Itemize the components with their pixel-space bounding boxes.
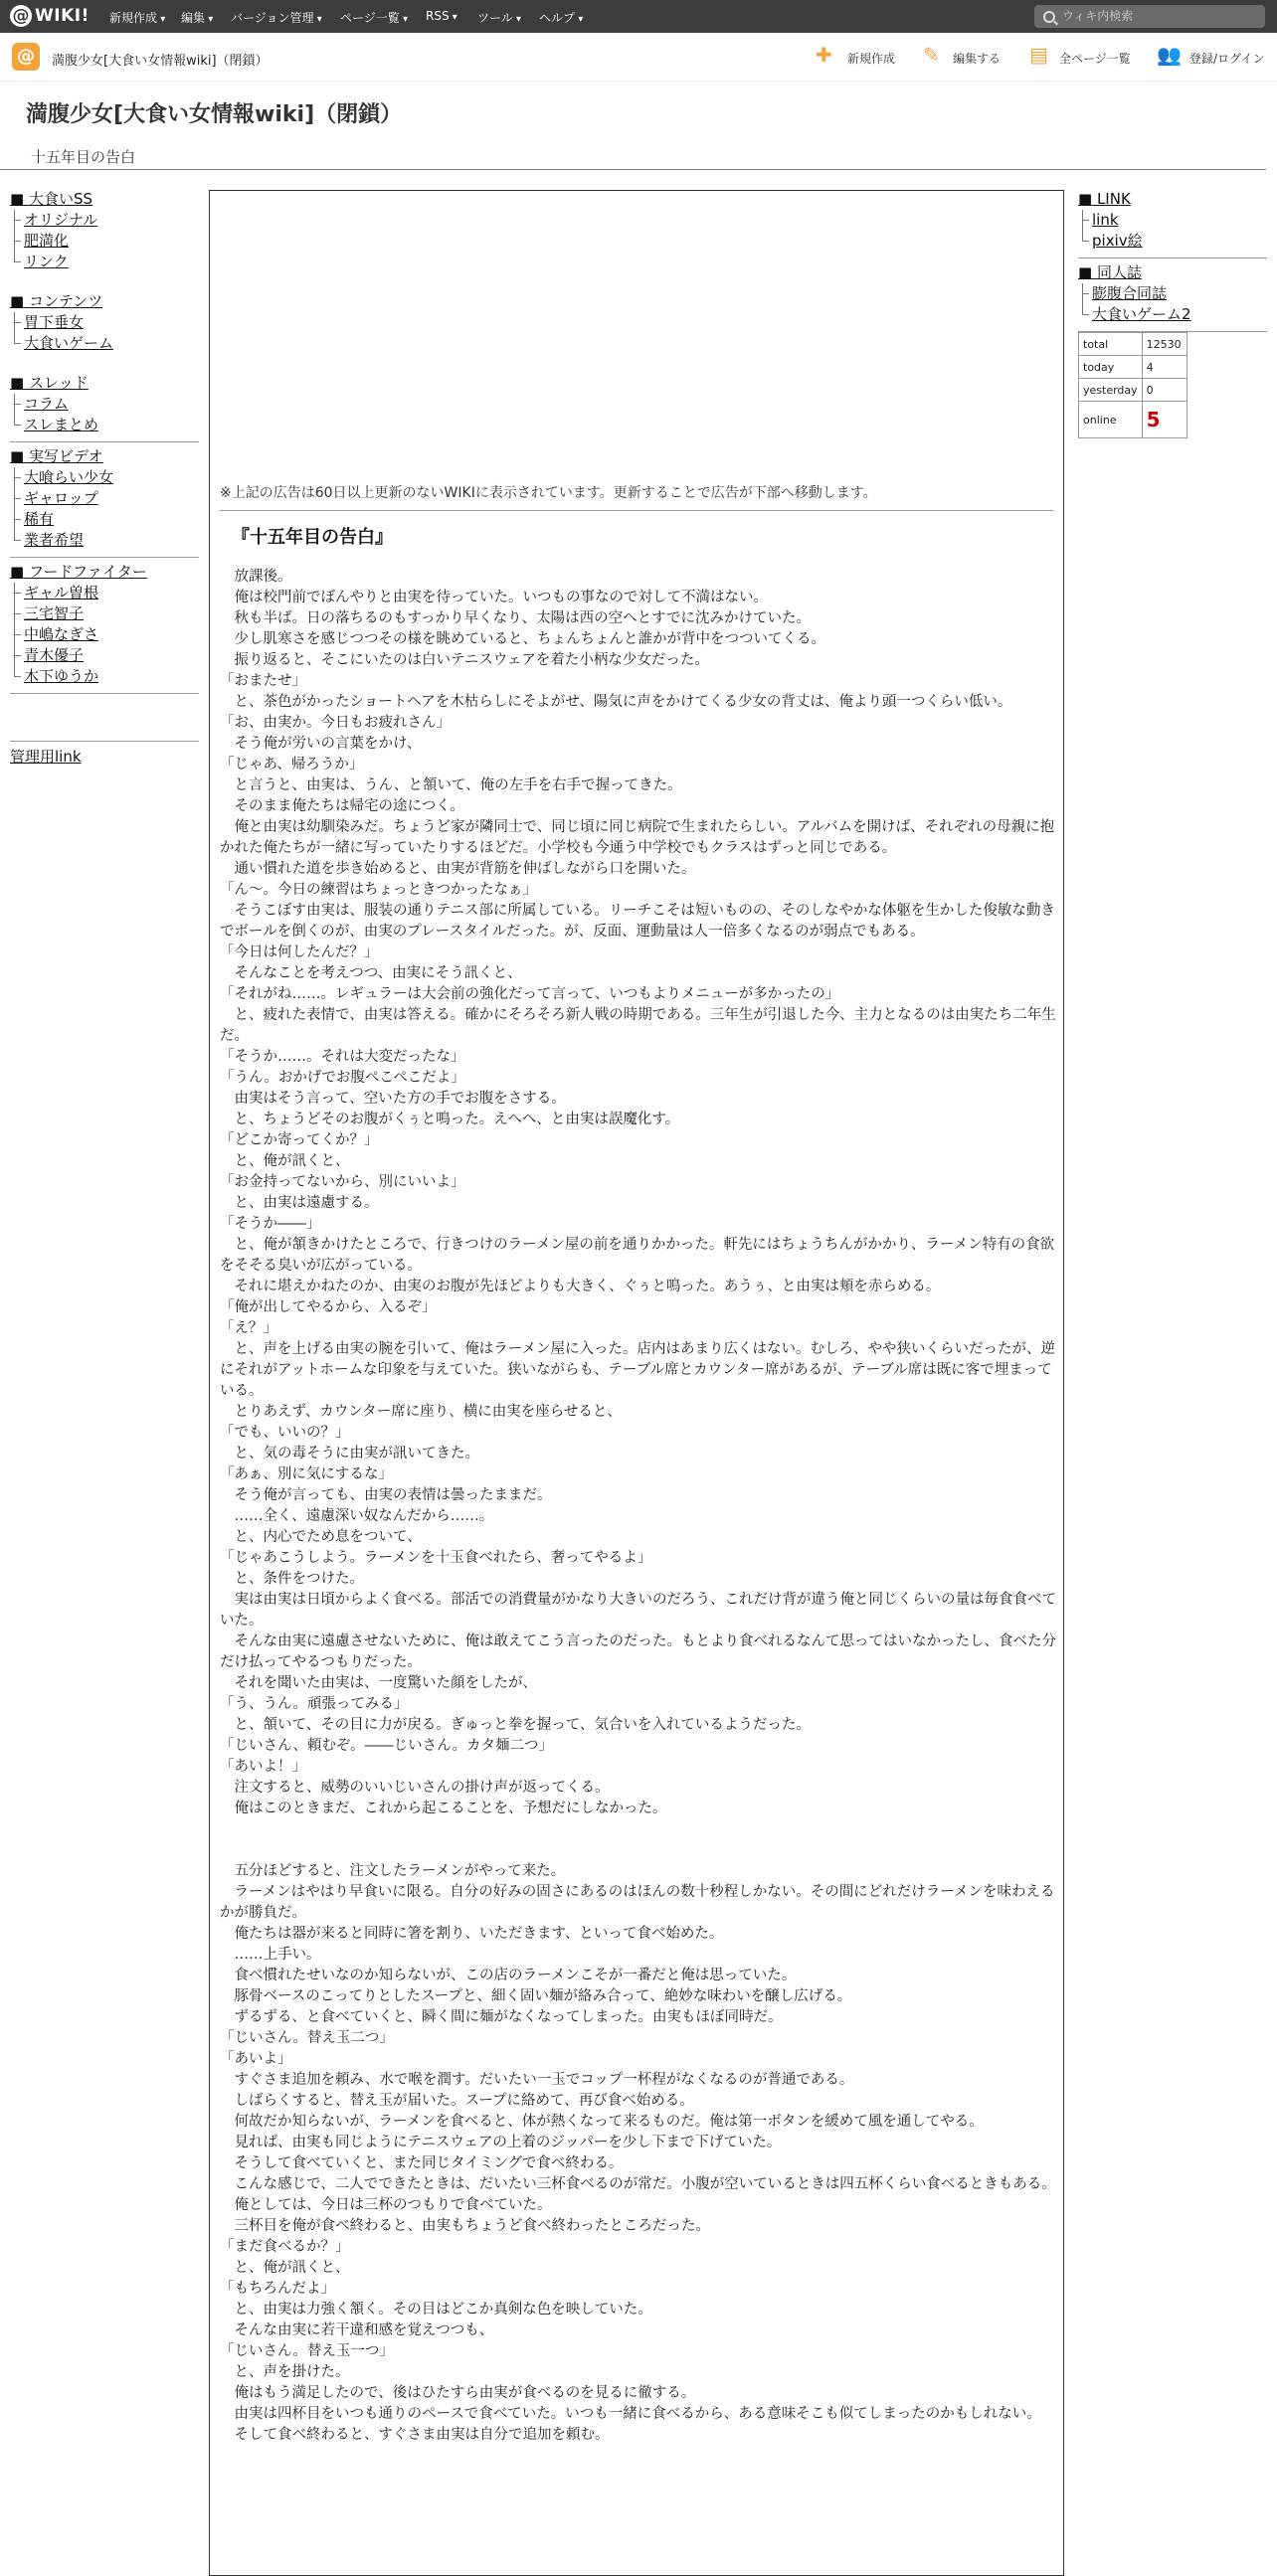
story-paragraph: 「あぁ、別に気にするな」 <box>220 1466 393 1482</box>
story-paragraph: 「あいよ」 <box>220 2051 292 2067</box>
menu-rss[interactable]: RSS ▾ <box>426 9 457 23</box>
menu-edit[interactable]: 編集 ▾ <box>181 9 213 26</box>
left-sidebar <box>10 189 199 694</box>
story-paragraph: そのまま俺たちは帰宅の途につく。 <box>220 798 464 814</box>
nav-heading[interactable]: ■ スレッド <box>10 374 89 392</box>
story-paragraph: 「でも、いいの？」 <box>220 1425 350 1441</box>
story-paragraph: 「俺が出してやるから、入るぞ」 <box>220 1299 437 1315</box>
wiki-logo[interactable] <box>10 4 90 28</box>
menu-help[interactable]: ヘルプ ▾ <box>539 9 583 26</box>
story-paragraph: 俺と由実は幼馴染みだ。ちょうど家が隣同士で、同じ頃に同じ病院で生まれたらしい。アルバムを開けば、それぞれの母親に抱かれた俺たちが一緒に写っていたりするほどだ。小学校も今通う中学校でもクラスはずっと同じである。 <box>220 819 1055 856</box>
logo-text: WIKI! <box>35 6 90 26</box>
counter-label: total <box>1079 333 1143 356</box>
counter-row <box>1079 379 1187 402</box>
story-paragraph: と、頷いて、その目に力が戻る。ぎゅっと拳を握って、気合いを入れているようだった。 <box>220 1717 811 1733</box>
nav-item-ff-4[interactable]: 青木優子 <box>10 645 199 666</box>
story-paragraph: とりあえず、カウンター席に座り、横に由実を座らせると、 <box>220 1404 622 1420</box>
story-paragraph: 「今日は何したんだ？」 <box>220 945 379 960</box>
story-paragraph: そんなことを考えつつ、由実にそう訊くと、 <box>220 965 522 981</box>
story-paragraph: 放課後。 <box>220 569 292 585</box>
nav-section-doujin <box>1078 262 1267 325</box>
story-paragraph: と、声を上げる由実の腕を引いて、俺はラーメン屋に入った。店内はあまり広くはない。むしろ、やや狭いくらいだったが、逆にそれがアットホームな印象を与えていた。狭いながらも、テーブル席とカウンター席があるが、テーブル席は既に客で埋まっている。 <box>220 1341 1055 1399</box>
nav-item-ikasui[interactable]: 胃下垂女 <box>10 312 199 333</box>
story-paragraph: 「お、由実か。今日もお疲れさん」 <box>220 715 451 731</box>
nav-item-ff-3[interactable]: 中嶋なぎさ <box>10 624 199 645</box>
story-paragraph: 食べ慣れたせいなのか知らないが、この店のラーメンこそが一番だと俺は思っていた。 <box>220 1968 797 1983</box>
nav-item-threads[interactable]: スレまとめ <box>10 415 199 435</box>
nav-heading[interactable]: ■ 大食いSS <box>10 190 92 208</box>
story-paragraph: と、由実は力強く頷く。その目はどこか真剣な色を映していた。 <box>220 2302 652 2318</box>
story-paragraph: と、気の毒そうに由実が訊いてきた。 <box>220 1446 479 1461</box>
nav-item-video-2[interactable]: ギャロップ <box>10 488 199 509</box>
story-paragraph: 俺たちは器が来ると同時に箸を割り、いただきます、といって食べ始めた。 <box>220 1926 724 1942</box>
story-paragraph: 実は由実は日頃からよく食べる。部活での消費量がかなり大きいのだろう、これだけ背が違う俺と同じくらいの量は毎食食べていた。 <box>220 1592 1056 1629</box>
story-paragraph: 「あいよ！」 <box>220 1759 306 1775</box>
story-paragraph: 何故だか知らないが、ラーメンを食べると、体が熱くなって来るものだ。俺は第一ボタンを緩めて風を通してやる。 <box>220 2114 984 2130</box>
story-paragraph: こんな感じで、二人でできたときは、だいたい三杯食べるのが常だ。小腹が空いているときは四五杯くらい食べるときもある。 <box>220 2176 1056 2192</box>
main-content <box>209 190 1064 2576</box>
counter-label: today <box>1079 356 1143 379</box>
story-paragraph: そう俺が労いの言葉をかけ、 <box>220 736 422 752</box>
nav-item-video-3[interactable]: 稀有 <box>10 509 199 530</box>
story-paragraph: 見れば、由実も同じようにテニスウェアの上着のジッパーを少し下まで下げていた。 <box>220 2135 782 2150</box>
story-paragraph: 「そうか……。それは大変だったな」 <box>220 1049 465 1065</box>
story-paragraph: 「じゃあ、帰ろうか」 <box>220 757 364 773</box>
story-paragraph: そして食べ終わると、すぐさま由実は自分で追加を頼む。 <box>220 2427 610 2443</box>
new-page-button[interactable]: 新規作成 <box>847 52 896 66</box>
nav-item-doujin-2[interactable]: 大食いゲーム2 <box>1078 304 1267 325</box>
story-paragraph: しばらくすると、替え玉が届いた。スープに絡めて、再び食べ始める。 <box>220 2093 694 2109</box>
story-paragraph: と、俺が頷きかけたところで、行きつけのラーメン屋の前を通りかかった。軒先にはちょうちんがかかり、ラーメン特有の食欲をそそる臭いが広がっている。 <box>220 1237 1055 1274</box>
story-paragraph: 「う、うん。頑張ってみる」 <box>220 1696 409 1712</box>
nav-section-video <box>10 446 199 551</box>
story-paragraph: と、俺が訊くと、 <box>220 2260 350 2276</box>
top-toolbar <box>0 0 1277 33</box>
story-paragraph: 振り返ると、そこにいたのは白いテニスウェアを着た小柄な少女だった。 <box>220 652 709 668</box>
story-paragraph: 「じいさん。替え玉一つ」 <box>220 2343 394 2359</box>
nav-heading[interactable]: ■ 同人誌 <box>1078 263 1142 281</box>
story-paragraph: ……上手い。 <box>220 1947 321 1963</box>
nav-item-video-4[interactable]: 業者希望 <box>10 530 199 551</box>
online-count: 5 <box>1146 408 1161 431</box>
counter-row <box>1079 356 1187 379</box>
right-sidebar <box>1078 189 1267 332</box>
title-divider <box>0 169 1266 170</box>
counter-value: 4 <box>1142 356 1186 379</box>
story-paragraph: 五分ほどすると、注文したラーメンがやって来た。 <box>220 1863 566 1879</box>
access-counter <box>1078 332 1187 438</box>
story-paragraph: と、由実は遠慮する。 <box>220 1195 379 1211</box>
nav-divider <box>10 693 199 694</box>
story-paragraph: と、茶色がかったショートヘアを木枯らしにそよがせ、陽気に声をかけてくる少女の背丈は、俺より頭一つくらい低い。 <box>220 694 1012 710</box>
all-pages-button[interactable]: 全ページ一覧 <box>1059 52 1131 66</box>
nav-item-original[interactable]: オリジナル <box>10 210 199 231</box>
edit-button[interactable]: 編集する <box>953 52 1002 66</box>
story-paragraph: それを聞いた由実は、一度驚いた顔をしたが、 <box>220 1675 537 1691</box>
wiki-search-input[interactable] <box>1034 5 1265 28</box>
menu-version[interactable]: バージョン管理 ▾ <box>231 9 322 26</box>
story-paragraph: 「お金持ってないから、別にいいよ」 <box>220 1174 465 1190</box>
users-icon: 👥 <box>1157 43 1182 67</box>
nav-section-contents <box>10 291 199 354</box>
story-paragraph: と、俺が訊くと、 <box>220 1153 350 1169</box>
nav-section-foodfighter <box>10 562 199 687</box>
story-paragraph: ……全く、遠慮深い奴なんだから……。 <box>220 1508 494 1524</box>
story-paragraph: 通い慣れた道を歩き始めると、由実が背筋を伸ばしながら口を開いた。 <box>220 861 696 877</box>
login-button[interactable]: 登録/ログイン <box>1189 52 1265 66</box>
nav-item-ff-2[interactable]: 三宅智子 <box>10 603 199 624</box>
story-paragraph: 「ん〜。今日の練習はちょっときつかったなぁ」 <box>220 882 537 898</box>
story-paragraph: 注文すると、威勢のいいじいさんの掛け声が返ってくる。 <box>220 1780 610 1796</box>
story-paragraph: 俺はもう満足したので、後はひたすら由実が食べるのを見るに徹する。 <box>220 2385 696 2401</box>
nav-item-ff-1[interactable]: ギャル曽根 <box>10 583 199 603</box>
nav-item-fat[interactable]: 肥満化 <box>10 231 199 252</box>
story-paragraph: そう俺が言っても、由実の表情は曇ったままだ。 <box>220 1487 552 1503</box>
story-paragraph: 俺は校門前でぼんやりと由実を待っていた。いつもの事なので対して不満はない。 <box>220 590 768 605</box>
story-paragraph: すぐさま追加を頼み、水で喉を潤す。だいたい一玉でコップ一杯程がなくなるのが普通である。 <box>220 2072 854 2088</box>
nav-section-ss <box>10 189 199 272</box>
admin-link[interactable]: 管理用link <box>10 748 82 766</box>
story-paragraph: そうして食べていくと、また同じタイミングで食べ終わる。 <box>220 2155 624 2171</box>
search-placeholder: ウィキ内検索 <box>1062 9 1134 23</box>
nav-item-pixiv[interactable]: pixiv絵 <box>1078 231 1267 252</box>
nav-item-video-1[interactable]: 大喰らい少女 <box>10 467 199 488</box>
story-paragraph: 俺としては、今日は三杯のつもりで食べていた。 <box>220 2197 552 2213</box>
search-icon <box>1043 11 1055 23</box>
story-paragraph: 「うん。おかげでお腹ぺこぺこだよ」 <box>220 1070 465 1086</box>
nav-item-doujin-1[interactable]: 膨腹合同誌 <box>1078 283 1267 304</box>
story-paragraph: そんな由実に若干違和感を覚えつつも、 <box>220 2322 494 2338</box>
admin-divider <box>10 741 199 742</box>
menu-new[interactable]: 新規作成 ▾ <box>109 9 165 26</box>
story-body <box>220 567 1059 2446</box>
ad-notice: ※上記の広告は60日以上更新のないWIKIに表示されています。更新することで広告が下部へ移動します。 <box>220 485 877 501</box>
story-paragraph: と、疲れた表情で、由実は答える。確かにそろそろ新人戦の時期である。三年生が引退した今、主力となるのは由実たち二年生だ。 <box>220 1007 1056 1044</box>
ad-divider <box>220 510 1053 511</box>
story-paragraph: ラーメンはやはり早食いに限る。自分の好みの固さにあるのはほんの数十秒程しかない。その間にどれだけラーメンを味わえるかが勝負だ。 <box>220 1884 1055 1921</box>
nav-item-ff-5[interactable]: 木下ゆうか <box>10 666 199 687</box>
story-paragraph: 「もちろんだよ」 <box>220 2281 335 2297</box>
story-paragraph: そんな由実に遠慮させないために、俺は敢えてこう言ったのだった。もとより食べれるなんて思ってはいなかったし、食べた分だけ払ってやるつもりだった。 <box>220 1633 1056 1670</box>
story-paragraph: 「じゃあこうしよう。ラーメンを十玉食べれたら、奢ってやるよ」 <box>220 1550 652 1566</box>
story-paragraph: 「それがね……。レギュラーは大会前の強化だって言って、いつもよりメニューが多かったの」 <box>220 986 840 1002</box>
story-paragraph: 「え？」 <box>220 1320 277 1336</box>
counter-value <box>1142 402 1186 438</box>
blank-line <box>220 1840 1059 1861</box>
blank-line <box>220 1819 1059 1840</box>
story-paragraph: 「どこか寄ってくか？」 <box>220 1132 379 1148</box>
nav-item-link[interactable]: link <box>1078 210 1267 231</box>
story-paragraph: と、条件をつけた。 <box>220 1571 364 1587</box>
document-icon: ▤ <box>1029 43 1048 67</box>
menu-pages[interactable]: ページ一覧 ▾ <box>340 9 408 26</box>
counter-row <box>1079 333 1187 356</box>
wiki-header <box>0 33 1277 82</box>
story-paragraph: 秋も半ば。日の落ちるのもすっかり早くなり、太陽は西の空へとすでに沈みかけていた。 <box>220 610 812 626</box>
nav-item-links[interactable]: リンク <box>10 252 199 272</box>
nav-heading[interactable]: ■ 実写ビデオ <box>10 447 103 465</box>
story-paragraph: 豚骨ベースのこってりとしたスープと、細く固い麺が絡み合って、絶妙な味わいを醸し広げる。 <box>220 1988 852 2004</box>
story-paragraph: 少し肌寒さを感じつつその様を眺めていると、ちょんちょんと誰かが背中をつついてくる。 <box>220 631 825 647</box>
plus-icon: ✚ <box>816 43 832 67</box>
nav-heading[interactable]: ■ フードファイター <box>10 563 147 581</box>
pencil-icon: ✎ <box>923 43 940 67</box>
story-paragraph: 「おまたせ」 <box>220 673 306 689</box>
story-paragraph: と、ちょうどそのお腹がくぅと鳴った。えへへ、と由実は誤魔化す。 <box>220 1112 680 1127</box>
counter-label: online <box>1079 402 1143 438</box>
story-paragraph: 俺はこのときまだ、これから起こることを、予想だにしなかった。 <box>220 1801 667 1816</box>
counter-row <box>1079 402 1187 438</box>
story-paragraph: 「じいさん。替え玉二つ」 <box>220 2030 394 2046</box>
counter-value: 0 <box>1142 379 1186 402</box>
wiki-icon[interactable]: @ <box>12 43 40 71</box>
nav-item-game[interactable]: 大食いゲーム <box>10 333 199 354</box>
story-paragraph: 由実はそう言って、空いた方の手でお腹をさする。 <box>220 1091 566 1107</box>
counter-value: 12530 <box>1142 333 1186 356</box>
nav-item-column[interactable]: コラム <box>10 394 199 415</box>
story-title: 『十五年目の告白』 <box>232 527 393 548</box>
nav-section-link <box>1078 189 1267 252</box>
page-title: 満腹少女[大食い女情報wiki]（閉鎖） <box>26 102 403 127</box>
nav-heading[interactable]: ■ LINK <box>1078 190 1131 208</box>
story-paragraph: 由実は四杯目をいつも通りのペースで食べていた。いつも一緒に食べるから、ある意味そこも似てしまったのかもしれない。 <box>220 2406 1041 2422</box>
counter-label: yesterday <box>1079 379 1143 402</box>
wiki-name-link[interactable]: 満腹少女[大食い女情報wiki]（閉鎖） <box>52 54 269 69</box>
menu-tools[interactable]: ツール ▾ <box>477 9 521 26</box>
nav-heading[interactable]: ■ コンテンツ <box>10 292 103 310</box>
at-logo-icon: @ <box>10 5 32 27</box>
story-paragraph: ずるずる、と食べていくと、瞬く間に麺がなくなってしまった。由実もほぼ同時だ。 <box>220 2009 783 2025</box>
story-paragraph: 「じいさん、頼むぞ。――じいさん。カタ麺二つ」 <box>220 1738 553 1754</box>
story-paragraph: と、内心でため息をついて、 <box>220 1529 422 1545</box>
story-paragraph: 「そうか――」 <box>220 1216 321 1232</box>
story-paragraph: 「まだ食べるか？」 <box>220 2239 350 2255</box>
nav-section-thread <box>10 373 199 435</box>
story-paragraph: と、声を掛けた。 <box>220 2364 350 2380</box>
page-name: 十五年目の告白 <box>31 148 136 166</box>
story-paragraph: それに堪えかねたのか、由実のお腹が先ほどよりも大きく、ぐぅと鳴った。あうぅ、と由実は頬を赤らめる。 <box>220 1279 941 1294</box>
story-paragraph: そうこぼす由実は、服装の通りテニス部に所属している。リーチこそは短いものの、そのしなやかな体躯を生かした俊敏な動きでボールを倒くのが、由実のプレースタイルだった。が、反面、運動量は人一倍多くなるのが弱点でもある。 <box>220 903 1055 940</box>
story-paragraph: 三杯目を俺が食べ終わると、由実もちょうど食べ終わったところだった。 <box>220 2218 710 2234</box>
story-paragraph: と言うと、由実は、うん、と頷いて、俺の左手を右手で握ってきた。 <box>220 777 682 793</box>
